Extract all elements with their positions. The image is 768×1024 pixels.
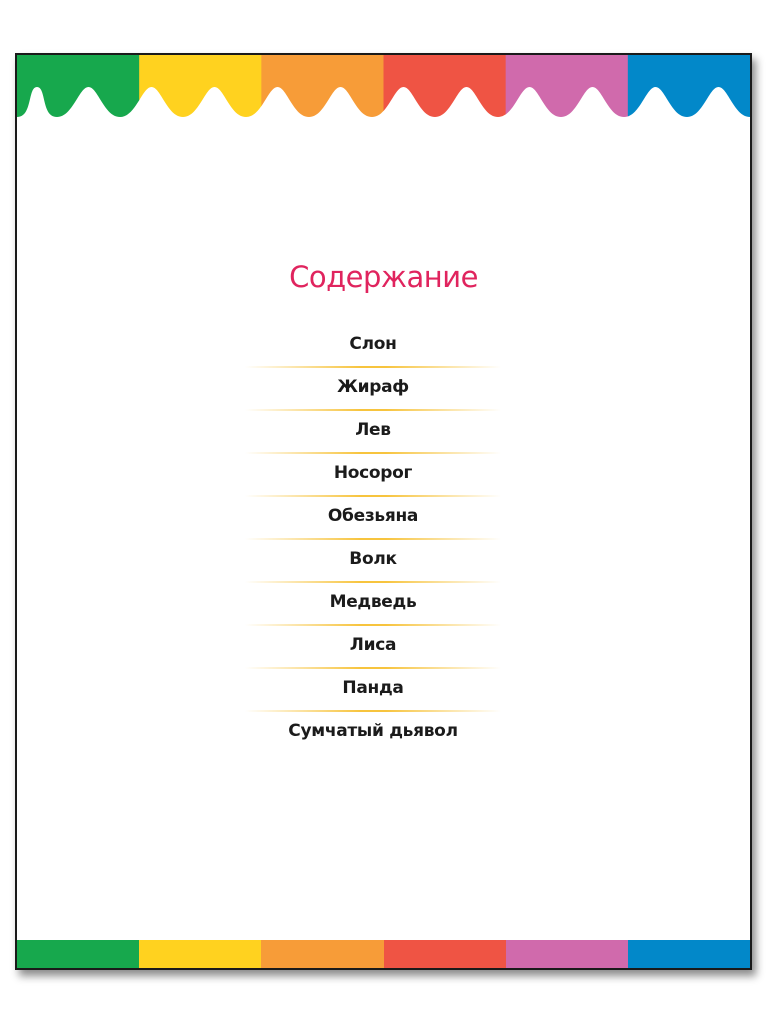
table-of-contents xyxy=(245,325,501,755)
bottom-stripe xyxy=(506,940,628,968)
bottom-color-band xyxy=(17,940,750,968)
toc-item[interactable] xyxy=(245,669,501,712)
top-stripe xyxy=(506,55,629,135)
top-wavy-color-band xyxy=(17,55,750,135)
bottom-stripe xyxy=(261,940,383,968)
toc-item-label[interactable]: Носорог xyxy=(333,463,413,483)
top-stripe xyxy=(17,55,140,135)
page-title: Содержание xyxy=(289,260,478,294)
toc-item[interactable] xyxy=(245,540,501,583)
toc-item-label[interactable]: Жираф xyxy=(337,377,409,397)
toc-item-label[interactable]: Сумчатый дьявол xyxy=(288,721,458,741)
top-stripe xyxy=(384,55,507,135)
toc-item-label[interactable]: Волк xyxy=(349,549,397,569)
toc-item-label[interactable]: Панда xyxy=(342,678,404,698)
toc-item[interactable] xyxy=(245,454,501,497)
toc-item[interactable] xyxy=(245,368,501,411)
top-stripe xyxy=(139,55,262,135)
toc-item-label[interactable]: Слон xyxy=(349,334,397,354)
bottom-stripe xyxy=(139,940,261,968)
bottom-stripe xyxy=(17,940,139,968)
top-stripe xyxy=(628,55,750,135)
toc-item[interactable] xyxy=(245,626,501,669)
toc-item[interactable] xyxy=(245,325,501,368)
bottom-stripe xyxy=(628,940,750,968)
top-stripe xyxy=(261,55,384,135)
toc-item-label[interactable]: Обезьяна xyxy=(327,506,419,526)
toc-item[interactable] xyxy=(245,411,501,454)
toc-item-label[interactable]: Медведь xyxy=(329,592,417,612)
toc-item-label[interactable]: Лев xyxy=(355,420,391,440)
toc-item[interactable] xyxy=(245,583,501,626)
toc-item[interactable] xyxy=(245,497,501,540)
bottom-stripe xyxy=(384,940,506,968)
book-page xyxy=(15,53,752,970)
toc-item[interactable] xyxy=(245,712,501,755)
toc-item-label[interactable]: Лиса xyxy=(349,635,397,655)
